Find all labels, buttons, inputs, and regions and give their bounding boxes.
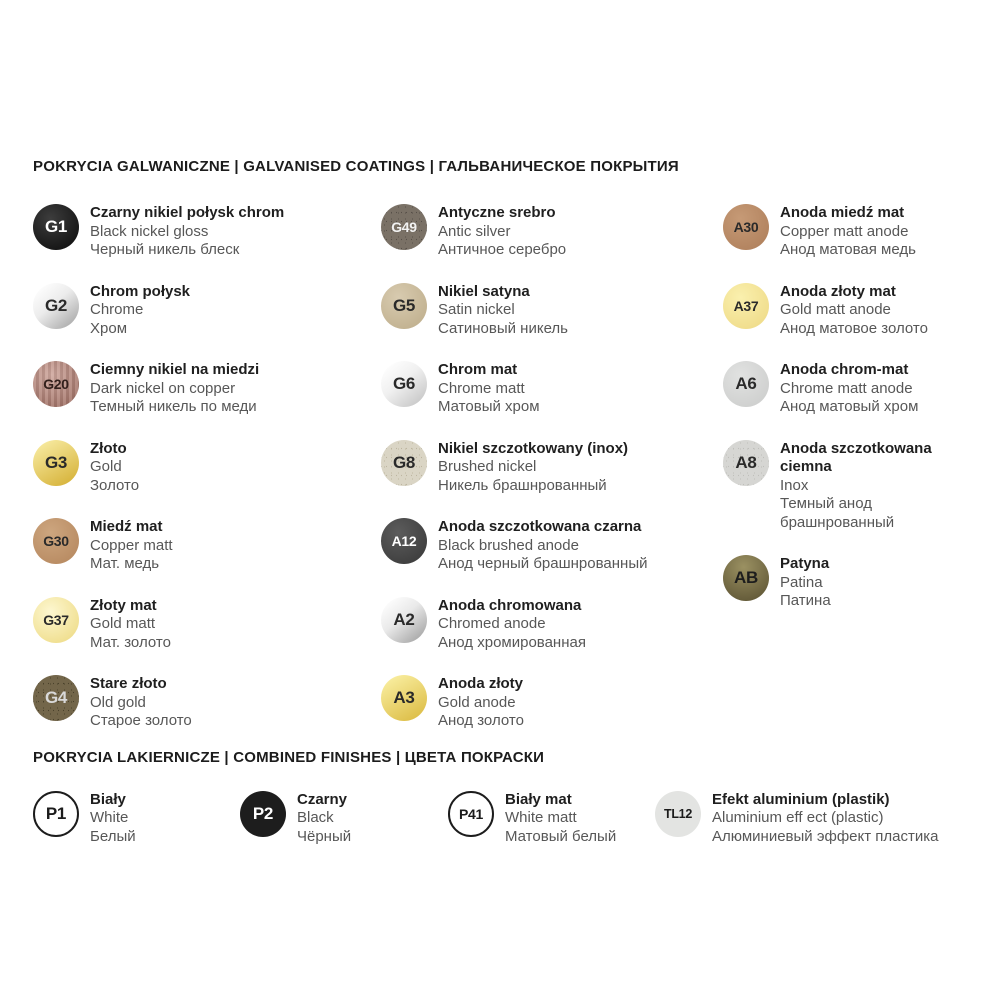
finish-swatch-icon <box>33 597 79 643</box>
finish-label-english: Old gold <box>90 693 146 711</box>
finish-label-english: Gold <box>90 458 122 475</box>
finish-item-g6 <box>381 361 723 417</box>
finish-labels <box>780 361 918 417</box>
finish-swatch-icon <box>33 204 79 250</box>
finish-item-a37 <box>723 283 980 339</box>
finish-label-polish: Ciemny nikiel na miedzi <box>90 361 260 378</box>
finish-labels <box>438 361 540 417</box>
finish-item-g5 <box>381 283 723 339</box>
finish-label-english: Aluminium eff ect (plastic) <box>712 809 884 826</box>
finish-label-english: Dark nickel on copper <box>90 379 236 397</box>
finish-labels <box>780 204 916 260</box>
finish-swatch-icon <box>448 791 494 837</box>
finish-label-polish: Chrom połysk <box>90 282 191 300</box>
finish-label-russian: Темный анод брашнрованный <box>780 495 895 531</box>
finish-labels <box>438 204 566 260</box>
finish-label-russian: Хром <box>90 319 128 337</box>
finish-item-a30 <box>723 204 980 260</box>
finish-swatch-icon <box>33 440 79 486</box>
finish-label-english: Brushed nickel <box>438 458 537 475</box>
finish-label-english: Chrome <box>90 301 144 318</box>
finish-labels <box>90 791 136 847</box>
finish-swatch-icon <box>240 791 286 837</box>
finish-code: G2 <box>44 295 68 315</box>
finish-swatch-icon <box>381 204 427 250</box>
finish-swatch-icon <box>381 361 427 407</box>
finish-labels <box>90 204 284 260</box>
finish-code: TL12 <box>664 806 692 821</box>
finish-labels <box>438 440 628 496</box>
galvanised-coatings-section <box>33 158 980 731</box>
finish-labels <box>780 555 831 611</box>
finish-item-p41 <box>448 791 655 847</box>
finish-code: G37 <box>43 611 69 628</box>
finish-swatch-icon <box>33 361 79 407</box>
finish-label-polish: Miedź mat <box>90 518 163 535</box>
finish-swatch-icon <box>33 518 79 564</box>
finish-labels <box>712 791 938 847</box>
finish-item-p1 <box>33 791 240 847</box>
finish-label-russian: Черный никель блеск <box>90 241 240 258</box>
finish-label-polish: Anoda szczotkowana ciemna <box>780 439 932 475</box>
finish-swatch-icon <box>33 791 79 837</box>
finish-label-russian: Анод хромированная <box>438 633 586 651</box>
finish-item-g37 <box>33 597 381 653</box>
finish-label-english: Inox <box>780 476 809 494</box>
finish-code: P41 <box>458 805 483 822</box>
finish-label-russian: Анод черный брашнрованный <box>438 555 648 572</box>
finish-label-english: Black <box>297 809 334 826</box>
finish-label-polish: Anoda miedź mat <box>780 204 905 221</box>
finish-item-tl12 <box>655 791 980 847</box>
finish-labels <box>90 597 171 653</box>
finish-swatch-icon <box>723 555 769 601</box>
finish-label-polish: Czarny <box>297 790 348 808</box>
finish-label-english: Copper matt anode <box>780 222 909 240</box>
finish-label-english: Chrome matt anode <box>780 379 913 397</box>
finish-label-polish: Stare złoto <box>90 675 167 692</box>
finish-swatch-icon <box>723 283 769 329</box>
finish-code: G4 <box>44 688 68 707</box>
finish-swatch-icon <box>723 440 769 486</box>
finish-swatch-icon <box>381 518 427 564</box>
finish-label-english: Patina <box>780 573 823 591</box>
finish-item-a12 <box>381 518 723 574</box>
finish-label-russian: Патина <box>780 592 831 609</box>
finish-labels <box>780 440 980 533</box>
finish-label-russian: Анод матовое золото <box>780 319 928 337</box>
finish-item-a2 <box>381 597 723 653</box>
finish-code: A2 <box>393 609 415 629</box>
finish-swatch-icon <box>381 675 427 721</box>
finish-code: G5 <box>392 295 416 315</box>
finish-item-g2 <box>33 283 381 339</box>
finish-item-a3 <box>381 675 723 731</box>
finish-code: G20 <box>43 376 69 392</box>
finish-label-english: Copper matt <box>90 536 173 554</box>
finish-labels <box>297 791 351 847</box>
finish-code: A30 <box>733 219 759 235</box>
swatch-column-3 <box>723 204 980 731</box>
finish-label-russian: Белый <box>90 827 136 845</box>
finish-code: A37 <box>733 297 759 314</box>
finish-labels <box>438 283 568 339</box>
finish-label-polish: Biały <box>90 790 126 808</box>
finish-swatch-icon <box>33 283 79 329</box>
finish-label-polish: Nikiel satyna <box>438 282 530 300</box>
finish-swatch-icon <box>655 791 701 837</box>
finish-label-english: Antic silver <box>438 222 511 240</box>
finish-label-polish: Anoda chrom-mat <box>780 361 909 378</box>
finish-label-polish: Chrom mat <box>438 361 518 378</box>
finish-code: A6 <box>735 374 757 393</box>
finish-code: P2 <box>252 803 274 823</box>
finish-code: AB <box>734 568 758 587</box>
finish-label-russian: Анод матовый хром <box>780 398 919 415</box>
finish-label-polish: Złoto <box>90 439 127 457</box>
finish-labels <box>438 597 586 653</box>
finish-labels <box>505 791 616 847</box>
finish-code: P1 <box>45 803 67 823</box>
swatch-column-1 <box>33 204 381 731</box>
finish-label-russian: Матовый белый <box>505 827 617 845</box>
finish-label-polish: Biały mat <box>505 790 572 808</box>
finish-code: A8 <box>735 452 757 472</box>
finish-labels <box>90 361 259 417</box>
combined-section-title: POKRYCIA LAKIERNICZE | COMBINED FINISHES | ЦВЕТА ПОКРАСКИ <box>33 748 545 766</box>
swatch-column-2 <box>381 204 723 731</box>
finish-label-polish: Efekt aluminium (plastik) <box>712 790 890 808</box>
finish-label-english: Chromed anode <box>438 615 546 632</box>
finish-item-g1 <box>33 204 381 260</box>
finish-code: G30 <box>43 533 69 549</box>
finish-swatch-icon <box>381 283 427 329</box>
finish-labels <box>780 283 928 339</box>
finish-label-russian: Мат. медь <box>90 555 160 572</box>
finish-label-english: Chrome matt <box>438 379 525 397</box>
finish-label-russian: Матовый хром <box>438 398 540 415</box>
finish-label-english: White <box>90 809 129 826</box>
finish-label-english: Black brushed anode <box>438 536 579 554</box>
combined-finishes-section <box>33 749 980 847</box>
finish-item-a8 <box>723 440 980 533</box>
finish-item-g49 <box>381 204 723 260</box>
finish-item-p2 <box>240 791 448 847</box>
finish-label-russian: Сатиновый никель <box>438 319 568 337</box>
finish-label-russian: Никель брашнрованный <box>438 476 607 494</box>
finish-labels <box>438 518 647 574</box>
finish-label-polish: Anoda szczotkowana czarna <box>438 518 642 535</box>
finish-code: A12 <box>391 533 417 549</box>
finish-label-english: Gold matt <box>90 615 156 632</box>
finish-labels <box>90 675 192 731</box>
finish-label-english: Gold anode <box>438 693 516 711</box>
finish-label-russian: Старое золото <box>90 712 192 729</box>
finish-label-polish: Antyczne srebro <box>438 204 556 221</box>
galvanised-swatch-grid <box>33 204 980 731</box>
combined-finishes-row <box>33 791 980 847</box>
finish-item-a6 <box>723 361 980 417</box>
finish-code: G1 <box>44 217 68 236</box>
finish-label-russian: Мат. золото <box>90 633 171 651</box>
finish-label-russian: Анод матовая медь <box>780 241 916 258</box>
finish-item-g8 <box>381 440 723 496</box>
finish-label-english: Gold matt anode <box>780 301 891 318</box>
finish-label-polish: Czarny nikiel połysk chrom <box>90 204 285 221</box>
finish-label-english: Black nickel gloss <box>90 222 209 240</box>
finish-label-russian: Золото <box>90 476 140 494</box>
galvanised-section-title: POKRYCIA GALWANICZNE | GALVANISED COATINGS | ГАЛЬВАНИЧЕСКОЕ ПОКРЫТИЯ <box>33 158 679 175</box>
finish-item-g4 <box>33 675 381 731</box>
finish-label-polish: Nikiel szczotkowany (inox) <box>438 439 629 457</box>
finish-swatch-icon <box>381 597 427 643</box>
finish-code: G6 <box>392 374 416 393</box>
finish-swatch-icon <box>723 361 769 407</box>
finish-label-russian: Алюминиевый эффект пластика <box>712 827 939 845</box>
finish-swatch-icon <box>723 204 769 250</box>
finish-swatch-icon <box>33 675 79 721</box>
finish-label-polish: Anoda chromowana <box>438 596 582 614</box>
finish-labels <box>90 283 190 339</box>
finish-item-g3 <box>33 440 381 496</box>
finish-item-g20 <box>33 361 381 417</box>
finish-item-ab <box>723 555 980 611</box>
finish-item-g30 <box>33 518 381 574</box>
finish-label-polish: Złoty mat <box>90 596 157 614</box>
finish-swatch-icon <box>381 440 427 486</box>
finish-label-russian: Античное серебро <box>438 241 567 258</box>
finish-label-polish: Patyna <box>780 555 830 572</box>
finish-label-russian: Чёрный <box>297 827 352 845</box>
finish-label-english: Satin nickel <box>438 301 515 318</box>
finish-code: G8 <box>392 452 416 472</box>
finish-code: G49 <box>391 219 417 235</box>
finish-label-polish: Anoda złoty <box>438 675 523 692</box>
finish-label-russian: Анод золото <box>438 712 524 729</box>
finish-code: G3 <box>44 452 68 472</box>
finish-labels <box>438 675 524 731</box>
finish-labels <box>90 440 139 496</box>
finish-label-russian: Темный никель по меди <box>90 398 257 415</box>
finish-label-polish: Anoda złoty mat <box>780 282 896 300</box>
finish-label-english: White matt <box>505 809 577 826</box>
finish-labels <box>90 518 173 574</box>
finish-code: A3 <box>393 688 415 707</box>
